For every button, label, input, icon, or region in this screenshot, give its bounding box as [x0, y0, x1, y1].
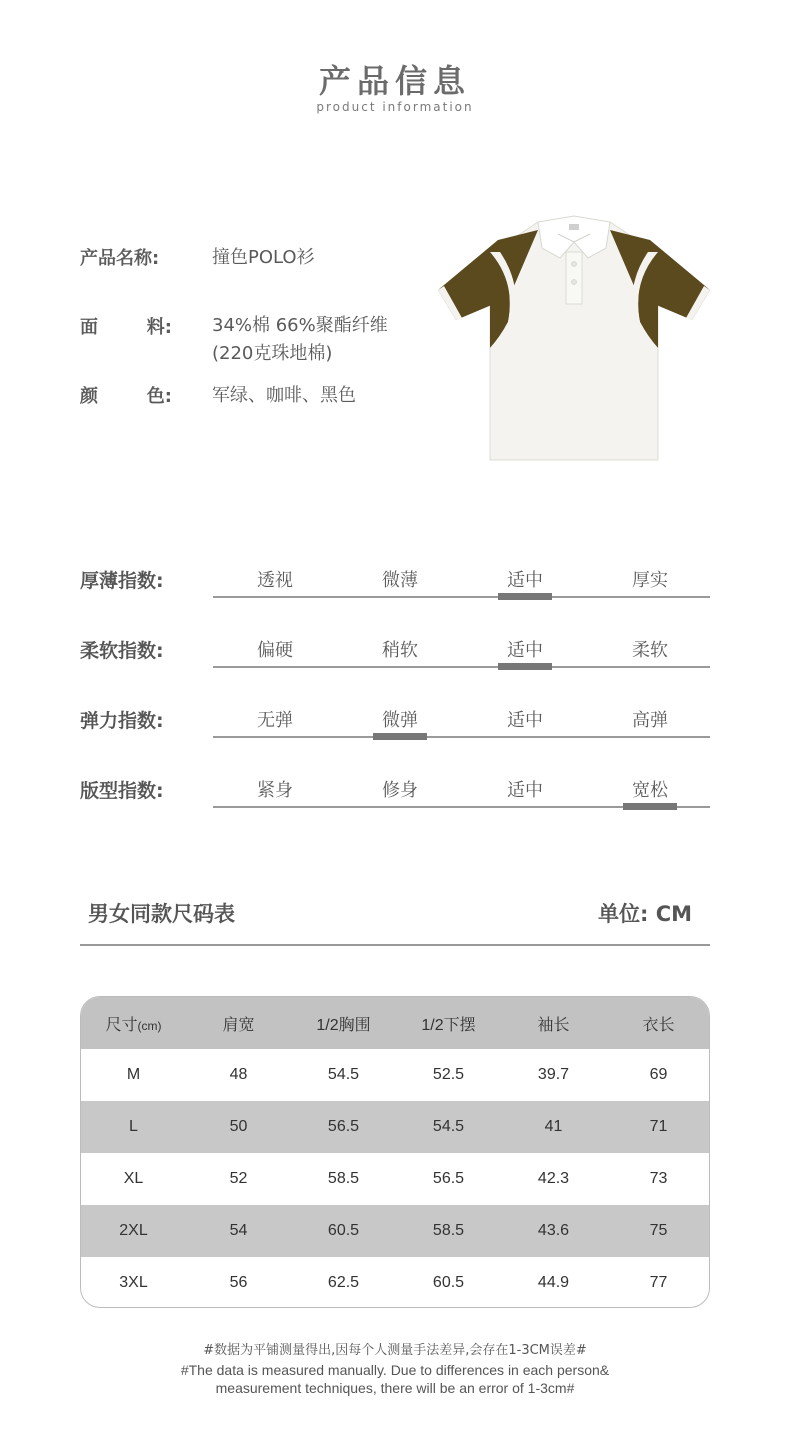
scale-option: 紧身: [257, 780, 293, 801]
color-label-part: 颜: [80, 386, 98, 407]
table-cell: 54: [229, 1222, 248, 1239]
scale-option: 微薄: [382, 570, 418, 591]
table-cell: 2XL: [119, 1222, 148, 1239]
table-cell: 58.5: [432, 1222, 465, 1239]
table-row: [81, 1153, 710, 1205]
scale-option: 柔软: [632, 640, 668, 661]
fabric-label-part: 面: [80, 317, 98, 338]
table-cell: 48: [229, 1066, 248, 1083]
scale-line: [213, 596, 710, 598]
scale-row: [80, 700, 710, 750]
name-value: 撞色POLO衫: [212, 247, 315, 268]
scale-line: [213, 666, 710, 668]
note-en-line1: #The data is measured manually. Due to differences in each person&: [180, 1362, 610, 1378]
page-title: 产品信息: [318, 62, 471, 100]
table-cell: 52.5: [432, 1066, 465, 1083]
table-cell: 69: [649, 1066, 668, 1083]
table-cell: M: [126, 1066, 141, 1083]
scale-selected-marker: [373, 733, 427, 740]
table-cell: 39.7: [537, 1066, 570, 1083]
scale-option: 稍软: [382, 640, 418, 661]
fabric-label: [80, 313, 172, 339]
table-row: [81, 1049, 710, 1101]
scale-selected-marker: [498, 593, 552, 600]
table-cell: 3XL: [119, 1274, 148, 1291]
color-value: 军绿、咖啡、黑色: [212, 385, 356, 406]
table-cell: 60.5: [327, 1222, 360, 1239]
scale-label: 版型指数:: [80, 780, 164, 802]
table-cell: 44.9: [537, 1274, 570, 1291]
scale-label: 厚薄指数:: [80, 570, 164, 592]
scale-option: 修身: [382, 780, 418, 801]
divider: [80, 944, 710, 946]
fabric-value: [212, 312, 452, 368]
table-cell: 52: [229, 1170, 248, 1187]
table-cell: 77: [649, 1274, 668, 1291]
size-chart-unit: 单位: CM: [598, 902, 693, 926]
scale-option: 透视: [257, 570, 293, 591]
table-header-cell: 1/2胸围: [316, 1016, 371, 1034]
table-cell: 50: [229, 1118, 248, 1135]
table-cell: 71: [649, 1118, 668, 1135]
header-text: 尺寸: [105, 1016, 138, 1034]
header-unit: (cm): [137, 1018, 162, 1033]
scale-row: [80, 560, 710, 610]
color-label: [80, 382, 172, 408]
table-cell: 58.5: [327, 1170, 360, 1187]
table-cell: 54.5: [432, 1118, 465, 1135]
fabric-value-line: (220克珠地棉): [212, 343, 333, 364]
table-cell: 73: [649, 1170, 668, 1187]
page-subtitle: product information: [316, 100, 474, 114]
polo-shirt-icon: [438, 212, 710, 464]
table-row: [81, 1205, 710, 1257]
scale-row: [80, 630, 710, 680]
note-en-line2: measurement techniques, there will be an error of 1-3cm#: [215, 1380, 575, 1396]
scale-option: 无弹: [257, 710, 293, 731]
table-cell: 56.5: [327, 1118, 360, 1135]
table-cell: 75: [649, 1222, 668, 1239]
table-cell: 56.5: [432, 1170, 465, 1187]
table-row: [81, 1257, 710, 1308]
fabric-value-line: 34%棉 66%聚酯纤维: [212, 315, 388, 336]
scale-selected-marker: [623, 803, 677, 810]
table-cell: 56: [229, 1274, 248, 1291]
table-header-row: [81, 997, 710, 1049]
size-chart-title: 男女同款尺码表: [88, 902, 235, 926]
scale-option: 适中: [507, 570, 543, 591]
table-header-cell: 袖长: [537, 1016, 570, 1034]
scale-selected-marker: [498, 663, 552, 670]
note-cn: #数据为平铺测量得出,因每个人测量手法差异,会存在1-3CM误差#: [203, 1343, 587, 1358]
scale-label: 柔软指数:: [80, 640, 164, 662]
table-row: [81, 1101, 710, 1153]
table-header-cell: 衣长: [642, 1016, 675, 1034]
table-cell: 41: [544, 1118, 563, 1135]
scale-option: 适中: [507, 640, 543, 661]
table-header-cell: 肩宽: [222, 1016, 255, 1034]
table-header-cell: 1/2下摆: [421, 1016, 476, 1034]
scale-option: 偏硬: [257, 640, 293, 661]
table-cell: 62.5: [327, 1274, 360, 1291]
scale-option: 适中: [507, 710, 543, 731]
table-cell: L: [129, 1118, 138, 1135]
size-table: [80, 996, 710, 1308]
scale-line: [213, 736, 710, 738]
scale-row: [80, 770, 710, 820]
scale-option: 高弹: [632, 710, 668, 731]
table-cell: 43.6: [537, 1222, 570, 1239]
table-cell: XL: [123, 1170, 144, 1187]
fabric-label-part: 料:: [146, 317, 172, 338]
color-label-part: 色:: [146, 386, 172, 407]
scale-label: 弹力指数:: [80, 710, 164, 732]
table-header-cell: [81, 1012, 186, 1035]
scale-option: 适中: [507, 780, 543, 801]
table-cell: 60.5: [432, 1274, 465, 1291]
name-label: 产品名称:: [80, 248, 160, 269]
table-cell: 42.3: [537, 1170, 570, 1187]
table-cell: 54.5: [327, 1066, 360, 1083]
scale-option: 厚实: [632, 570, 668, 591]
scale-option: 宽松: [632, 780, 668, 801]
scale-option: 微弹: [382, 710, 418, 731]
